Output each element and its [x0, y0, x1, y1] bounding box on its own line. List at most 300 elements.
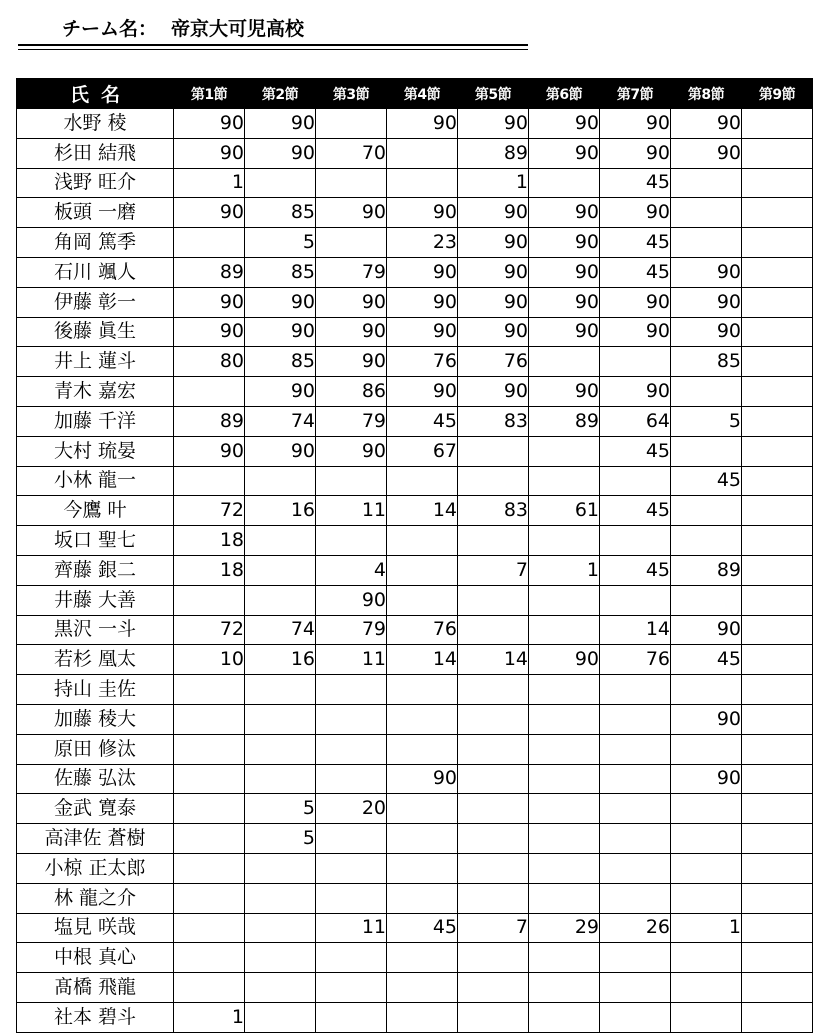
minutes-cell	[174, 973, 245, 1003]
minutes-cell: 7	[458, 913, 529, 943]
minutes-cell: 76	[458, 347, 529, 377]
minutes-cell	[458, 615, 529, 645]
minutes-cell: 11	[316, 913, 387, 943]
minutes-cell: 90	[529, 287, 600, 317]
table-row	[17, 675, 813, 705]
minutes-cell	[316, 973, 387, 1003]
minutes-cell: 90	[245, 138, 316, 168]
table-row	[17, 615, 813, 645]
player-name: 今鷹 叶	[17, 496, 174, 526]
minutes-cell	[174, 764, 245, 794]
player-name: 持山 圭佐	[17, 675, 174, 705]
player-name: 青木 嘉宏	[17, 377, 174, 407]
minutes-cell	[742, 466, 813, 496]
minutes-cell	[600, 824, 671, 854]
player-name: 加藤 千洋	[17, 406, 174, 436]
minutes-cell: 90	[529, 198, 600, 228]
minutes-cell: 18	[174, 526, 245, 556]
minutes-cell	[600, 943, 671, 973]
minutes-cell: 26	[600, 913, 671, 943]
table-row	[17, 943, 813, 973]
player-name: 小椋 正太郎	[17, 853, 174, 883]
minutes-cell	[529, 824, 600, 854]
minutes-cell: 90	[458, 198, 529, 228]
minutes-cell	[742, 645, 813, 675]
minutes-cell: 1	[529, 555, 600, 585]
minutes-cell: 67	[387, 436, 458, 466]
minutes-cell	[600, 794, 671, 824]
minutes-cell: 90	[387, 109, 458, 139]
minutes-cell: 90	[174, 198, 245, 228]
minutes-cell: 89	[671, 555, 742, 585]
minutes-cell	[742, 138, 813, 168]
minutes-cell	[174, 943, 245, 973]
minutes-cell: 1	[174, 168, 245, 198]
minutes-cell: 89	[174, 257, 245, 287]
minutes-cell: 90	[671, 764, 742, 794]
minutes-cell: 79	[316, 615, 387, 645]
round-header-7: 第7節	[600, 79, 671, 109]
minutes-cell	[245, 704, 316, 734]
table-row	[17, 317, 813, 347]
minutes-cell: 90	[387, 287, 458, 317]
minutes-cell: 90	[600, 109, 671, 139]
minutes-cell: 76	[387, 615, 458, 645]
minutes-cell	[174, 377, 245, 407]
minutes-cell	[387, 824, 458, 854]
minutes-cell	[245, 466, 316, 496]
minutes-cell	[387, 675, 458, 705]
player-name: 若杉 凰太	[17, 645, 174, 675]
table-row	[17, 287, 813, 317]
minutes-cell	[742, 615, 813, 645]
minutes-cell	[671, 675, 742, 705]
minutes-cell: 90	[245, 287, 316, 317]
minutes-cell: 90	[387, 198, 458, 228]
minutes-cell	[387, 585, 458, 615]
player-name: 後藤 眞生	[17, 317, 174, 347]
minutes-cell: 45	[671, 645, 742, 675]
minutes-cell	[387, 526, 458, 556]
minutes-cell: 90	[529, 138, 600, 168]
minutes-cell: 90	[316, 585, 387, 615]
minutes-cell: 76	[600, 645, 671, 675]
minutes-cell	[316, 1002, 387, 1032]
minutes-cell: 89	[529, 406, 600, 436]
minutes-cell	[458, 794, 529, 824]
minutes-cell	[174, 228, 245, 258]
minutes-cell	[245, 973, 316, 1003]
minutes-cell: 90	[387, 377, 458, 407]
minutes-cell: 90	[316, 287, 387, 317]
minutes-cell: 18	[174, 555, 245, 585]
minutes-cell	[529, 794, 600, 824]
minutes-cell	[742, 883, 813, 913]
minutes-cell	[245, 883, 316, 913]
minutes-cell	[387, 466, 458, 496]
table-row	[17, 228, 813, 258]
minutes-cell	[245, 853, 316, 883]
minutes-cell	[458, 436, 529, 466]
minutes-cell	[458, 853, 529, 883]
table-row	[17, 138, 813, 168]
player-name: 井上 蓮斗	[17, 347, 174, 377]
minutes-cell	[742, 973, 813, 1003]
minutes-cell	[671, 973, 742, 1003]
minutes-cell	[529, 615, 600, 645]
minutes-cell	[742, 228, 813, 258]
table-row	[17, 973, 813, 1003]
minutes-cell: 80	[174, 347, 245, 377]
minutes-cell	[529, 883, 600, 913]
minutes-cell: 72	[174, 615, 245, 645]
minutes-cell: 70	[316, 138, 387, 168]
minutes-cell: 20	[316, 794, 387, 824]
minutes-cell: 83	[458, 496, 529, 526]
minutes-cell	[529, 1002, 600, 1032]
minutes-cell	[671, 1002, 742, 1032]
minutes-cell	[742, 585, 813, 615]
minutes-cell	[742, 824, 813, 854]
minutes-cell: 14	[387, 645, 458, 675]
minutes-cell	[174, 853, 245, 883]
minutes-cell: 10	[174, 645, 245, 675]
minutes-cell	[316, 526, 387, 556]
minutes-cell	[742, 555, 813, 585]
minutes-cell	[671, 168, 742, 198]
minutes-cell	[529, 853, 600, 883]
minutes-cell: 11	[316, 496, 387, 526]
table-row	[17, 109, 813, 139]
minutes-cell	[529, 168, 600, 198]
minutes-cell	[458, 734, 529, 764]
minutes-cell: 85	[245, 257, 316, 287]
minutes-cell: 64	[600, 406, 671, 436]
minutes-cell	[174, 675, 245, 705]
underline-thick	[18, 44, 528, 46]
minutes-cell: 16	[245, 496, 316, 526]
minutes-cell: 29	[529, 913, 600, 943]
table-row	[17, 347, 813, 377]
player-name: 伊藤 彰一	[17, 287, 174, 317]
player-name: 浅野 旺介	[17, 168, 174, 198]
minutes-cell	[174, 466, 245, 496]
minutes-cell: 90	[458, 257, 529, 287]
minutes-cell: 90	[671, 704, 742, 734]
minutes-cell	[245, 913, 316, 943]
minutes-cell: 90	[316, 347, 387, 377]
player-name: 小林 龍一	[17, 466, 174, 496]
minutes-cell	[671, 824, 742, 854]
minutes-cell	[316, 734, 387, 764]
round-header-1: 第1節	[174, 79, 245, 109]
minutes-cell	[387, 138, 458, 168]
round-header-3: 第3節	[316, 79, 387, 109]
minutes-cell	[458, 526, 529, 556]
minutes-cell	[600, 347, 671, 377]
minutes-cell	[671, 436, 742, 466]
minutes-cell	[529, 973, 600, 1003]
minutes-cell	[316, 883, 387, 913]
minutes-cell: 79	[316, 257, 387, 287]
minutes-cell: 89	[174, 406, 245, 436]
minutes-cell	[529, 436, 600, 466]
minutes-cell: 90	[174, 109, 245, 139]
minutes-cell	[174, 913, 245, 943]
minutes-cell: 90	[600, 198, 671, 228]
minutes-cell: 74	[245, 406, 316, 436]
minutes-cell	[174, 883, 245, 913]
minutes-cell	[600, 734, 671, 764]
minutes-cell: 90	[671, 257, 742, 287]
minutes-cell: 90	[600, 287, 671, 317]
player-name: 金武 寛泰	[17, 794, 174, 824]
player-name: 中根 真心	[17, 943, 174, 973]
minutes-cell	[316, 853, 387, 883]
minutes-cell: 89	[458, 138, 529, 168]
minutes-cell: 14	[387, 496, 458, 526]
round-header-2: 第2節	[245, 79, 316, 109]
round-header-9: 第9節	[742, 79, 813, 109]
minutes-cell	[245, 734, 316, 764]
minutes-cell: 90	[245, 377, 316, 407]
minutes-cell	[600, 973, 671, 1003]
minutes-cell	[458, 1002, 529, 1032]
player-name: 林 龍之介	[17, 883, 174, 913]
minutes-cell	[387, 555, 458, 585]
minutes-cell: 90	[529, 257, 600, 287]
minutes-cell	[387, 794, 458, 824]
minutes-cell	[742, 168, 813, 198]
table-row	[17, 824, 813, 854]
minutes-cell: 45	[600, 228, 671, 258]
minutes-cell: 85	[245, 347, 316, 377]
minutes-cell	[742, 675, 813, 705]
minutes-cell: 4	[316, 555, 387, 585]
minutes-cell	[529, 347, 600, 377]
minutes-cell: 90	[387, 257, 458, 287]
minutes-cell	[316, 824, 387, 854]
minutes-cell: 90	[387, 317, 458, 347]
minutes-cell	[529, 734, 600, 764]
table-row	[17, 645, 813, 675]
minutes-cell: 90	[387, 764, 458, 794]
minutes-cell	[245, 168, 316, 198]
minutes-cell: 5	[671, 406, 742, 436]
minutes-cell	[387, 168, 458, 198]
minutes-cell	[245, 943, 316, 973]
minutes-cell	[671, 585, 742, 615]
minutes-cell: 90	[458, 228, 529, 258]
minutes-table	[16, 78, 813, 1033]
minutes-cell	[671, 496, 742, 526]
team-label: チーム名：	[62, 18, 158, 40]
minutes-cell	[387, 943, 458, 973]
minutes-cell: 90	[316, 317, 387, 347]
table-row	[17, 257, 813, 287]
minutes-cell: 45	[600, 496, 671, 526]
minutes-cell	[600, 883, 671, 913]
minutes-cell	[316, 943, 387, 973]
table-row	[17, 496, 813, 526]
table-body	[17, 109, 813, 1033]
minutes-cell: 45	[600, 257, 671, 287]
minutes-cell: 90	[529, 317, 600, 347]
minutes-cell	[458, 466, 529, 496]
minutes-cell: 90	[600, 317, 671, 347]
player-name: 高津佐 蒼樹	[17, 824, 174, 854]
player-name: 水野 稜	[17, 109, 174, 139]
minutes-cell: 74	[245, 615, 316, 645]
minutes-cell	[742, 794, 813, 824]
minutes-cell: 90	[174, 436, 245, 466]
minutes-cell	[387, 1002, 458, 1032]
minutes-cell	[600, 764, 671, 794]
team-header	[18, 14, 528, 50]
minutes-cell: 1	[458, 168, 529, 198]
player-name: 角岡 篤季	[17, 228, 174, 258]
minutes-cell: 90	[458, 377, 529, 407]
table-row	[17, 377, 813, 407]
minutes-cell	[671, 794, 742, 824]
minutes-cell	[529, 585, 600, 615]
minutes-cell	[742, 704, 813, 734]
minutes-cell	[174, 704, 245, 734]
minutes-cell	[316, 168, 387, 198]
minutes-cell	[174, 794, 245, 824]
minutes-cell	[671, 734, 742, 764]
minutes-cell	[600, 585, 671, 615]
minutes-cell: 61	[529, 496, 600, 526]
player-name: 坂口 聖七	[17, 526, 174, 556]
minutes-cell	[742, 347, 813, 377]
minutes-cell	[529, 704, 600, 734]
table-row	[17, 585, 813, 615]
minutes-cell: 90	[174, 287, 245, 317]
minutes-cell	[174, 585, 245, 615]
round-header-6: 第6節	[529, 79, 600, 109]
minutes-cell	[742, 764, 813, 794]
minutes-cell: 5	[245, 228, 316, 258]
minutes-cell: 45	[600, 168, 671, 198]
minutes-cell: 90	[671, 317, 742, 347]
minutes-cell: 90	[600, 377, 671, 407]
minutes-cell	[742, 317, 813, 347]
minutes-cell	[671, 943, 742, 973]
minutes-cell	[174, 824, 245, 854]
minutes-cell	[600, 853, 671, 883]
table-row	[17, 555, 813, 585]
minutes-cell: 85	[245, 198, 316, 228]
minutes-cell	[245, 526, 316, 556]
minutes-cell: 90	[245, 317, 316, 347]
minutes-cell	[671, 198, 742, 228]
minutes-cell: 14	[600, 615, 671, 645]
minutes-cell	[316, 228, 387, 258]
table-row	[17, 168, 813, 198]
minutes-cell	[458, 585, 529, 615]
minutes-cell	[742, 287, 813, 317]
minutes-cell: 16	[245, 645, 316, 675]
minutes-cell	[742, 406, 813, 436]
minutes-cell	[529, 943, 600, 973]
player-name: 大村 琉晏	[17, 436, 174, 466]
minutes-cell	[742, 853, 813, 883]
minutes-cell	[671, 853, 742, 883]
player-name: 社本 碧斗	[17, 1002, 174, 1032]
minutes-cell	[458, 675, 529, 705]
minutes-cell: 90	[529, 109, 600, 139]
minutes-cell	[671, 526, 742, 556]
minutes-cell: 14	[458, 645, 529, 675]
minutes-cell	[742, 257, 813, 287]
minutes-cell: 45	[600, 555, 671, 585]
minutes-cell	[671, 377, 742, 407]
minutes-cell: 90	[529, 377, 600, 407]
minutes-cell: 90	[174, 317, 245, 347]
minutes-cell: 79	[316, 406, 387, 436]
table-row	[17, 198, 813, 228]
player-name: 佐藤 弘汰	[17, 764, 174, 794]
round-header-5: 第5節	[458, 79, 529, 109]
minutes-cell: 90	[458, 287, 529, 317]
minutes-cell	[387, 973, 458, 1003]
minutes-cell: 90	[316, 436, 387, 466]
minutes-cell	[316, 764, 387, 794]
minutes-cell: 5	[245, 824, 316, 854]
table-row	[17, 913, 813, 943]
minutes-cell	[671, 228, 742, 258]
minutes-cell	[458, 824, 529, 854]
minutes-cell	[458, 764, 529, 794]
minutes-cell	[742, 1002, 813, 1032]
minutes-cell	[245, 555, 316, 585]
minutes-cell: 90	[529, 228, 600, 258]
minutes-cell	[742, 377, 813, 407]
team-name: 帝京大可児高校	[171, 18, 305, 40]
table-row	[17, 436, 813, 466]
minutes-cell	[529, 764, 600, 794]
minutes-cell	[387, 704, 458, 734]
underline-thin	[18, 49, 528, 50]
minutes-cell	[387, 883, 458, 913]
minutes-cell: 45	[600, 436, 671, 466]
minutes-cell	[742, 436, 813, 466]
player-name: 齊藤 銀二	[17, 555, 174, 585]
minutes-cell	[742, 109, 813, 139]
minutes-cell	[316, 466, 387, 496]
minutes-cell	[529, 675, 600, 705]
minutes-cell	[742, 943, 813, 973]
player-name: 塩見 咲哉	[17, 913, 174, 943]
minutes-cell	[742, 526, 813, 556]
player-name: 原田 修汰	[17, 734, 174, 764]
player-name: 黒沢 一斗	[17, 615, 174, 645]
minutes-cell: 86	[316, 377, 387, 407]
minutes-cell: 90	[671, 138, 742, 168]
minutes-cell: 90	[245, 436, 316, 466]
minutes-cell	[245, 764, 316, 794]
table-row	[17, 1002, 813, 1032]
minutes-cell	[742, 913, 813, 943]
minutes-cell	[600, 1002, 671, 1032]
table-row	[17, 406, 813, 436]
player-name: 井藤 大善	[17, 585, 174, 615]
minutes-cell: 90	[671, 615, 742, 645]
minutes-cell	[600, 466, 671, 496]
minutes-cell: 90	[671, 109, 742, 139]
minutes-cell	[387, 734, 458, 764]
